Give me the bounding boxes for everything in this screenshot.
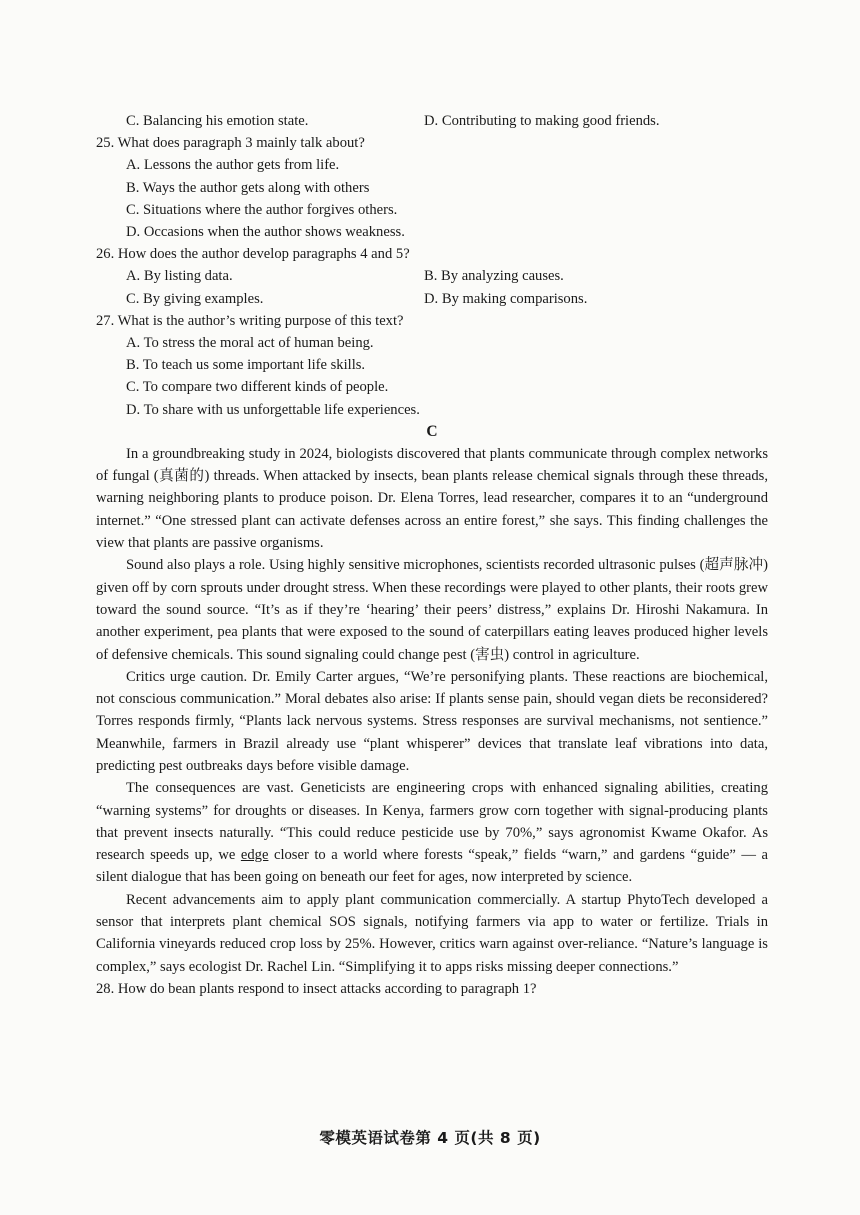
q27-option-d: D. To share with us unforgettable life experiences.	[126, 401, 420, 418]
q27-stem: 27. What is the author’s writing purpose of this text?	[96, 312, 404, 329]
q24-option-d: D. Contributing to making good friends.	[424, 113, 660, 129]
paragraph-4-text-before: The consequences are vast. Geneticists are engineering crops with enhanced signaling abilities, creating “warning systems” for droughts or diseases. In Kenya, farmers grow corn together with signal-producing plants that prevent insects naturally. “This could reduce pesticide use by 70%,” says agronomist Kwame Okafor. As research speeds up, we	[96, 780, 768, 864]
q25-stem: 25. What does paragraph 3 mainly talk about?	[96, 135, 365, 152]
q25-option-b: B. Ways the author gets along with others	[126, 179, 370, 196]
section-c-heading: C	[426, 422, 438, 440]
paragraph-4-text-after: closer to a world where forests “speak,” fields “warn,” and gardens “guide” — a silent dialogue that has been going on beneath our feet for ages, now interpreted by science.	[96, 847, 768, 886]
passage-paragraph-5: Recent advancements aim to apply plant communication commercially. A startup PhytoTech developed a sensor that interprets plant chemical SOS signals, notifying farmers via app to water or fertilize. Trials in California vineyards reduced crop loss by 25%. However, critics warn against over-reliance. “Nature’s language is complex,” says ecologist Dr. Rachel Lin. “Simplifying it to apps risks missing deeper connections.”	[96, 891, 768, 975]
q26-options-ab	[96, 265, 768, 287]
passage-paragraph-2: Sound also plays a role. Using highly sensitive microphones, scientists recorded ultrasonic pulses (超声脉冲) given off by corn sprouts under drought stress. When these recordings were played to other plants, their roots grew toward the sound source. “It’s as if they’re ‘hearing’ their peers’ distress,” explains Dr. Hiroshi Nakamura. In another experiment, pea plants that were exposed to the sound of caterpillars eating leaves produced higher levels of defensive chemicals. This sound signaling could change pest (害虫) control in agriculture.	[96, 557, 768, 663]
q25-option-c: C. Situations where the author forgives others.	[126, 201, 398, 218]
page-footer: 零模英语试卷第 4 页(共 8 页)	[319, 1129, 541, 1147]
underlined-word-edge: edge	[240, 847, 269, 864]
q26-option-c: C. By giving examples.	[126, 290, 264, 307]
q26-option-d: D. By making comparisons.	[424, 290, 588, 307]
q27-option-c: C. To compare two different kinds of people.	[126, 379, 389, 396]
q24-option-c: C. Balancing his emotion state.	[126, 113, 309, 129]
passage-paragraph-3: Critics urge caution. Dr. Emily Carter argues, “We’re personifying plants. These reactions are biochemical, not conscious communication.” Moral debates also arise: If plants sense pain, should vegan diets be reconsidered? Torres responds firmly, “Plants lack nervous systems. Stress responses are survival mechanisms, not sentience.” Meanwhile, farmers in Brazil already use “plant whisperer” devices that translate leaf vibrations into data, predicting pest outbreaks days before visible damage.	[96, 668, 768, 774]
q27-option-a: A. To stress the moral act of human being.	[126, 335, 374, 352]
q26-option-a: A. By listing data.	[126, 268, 233, 285]
q26-option-b: B. By analyzing causes.	[424, 268, 564, 285]
passage-paragraph-1: In a groundbreaking study in 2024, biologists discovered that plants communicate through complex networks of fungal (真菌的) threads. When attacked by insects, bean plants release chemical signals through these threads, warning neighboring plants to produce poison. Dr. Elena Torres, lead researcher, compares it to an “underground internet.” “One stressed plant can activate defenses across an entire forest,” she says. This finding challenges the view that plants are passive organisms.	[96, 445, 768, 552]
q26-stem: 26. How does the author develop paragraphs 4 and 5?	[96, 246, 410, 263]
q25-option-a: A. Lessons the author gets from life.	[126, 157, 340, 174]
q26-options-cd	[96, 288, 768, 310]
passage-paragraph-4	[96, 777, 768, 888]
q28-stem: 28. How do bean plants respond to insect attacks according to paragraph 1?	[96, 980, 537, 997]
q25-option-d: D. Occasions when the author shows weakness.	[126, 224, 405, 241]
page-content	[96, 110, 768, 1000]
q24-options-cd	[96, 110, 768, 132]
q27-option-b: B. To teach us some important life skills.	[126, 357, 366, 374]
